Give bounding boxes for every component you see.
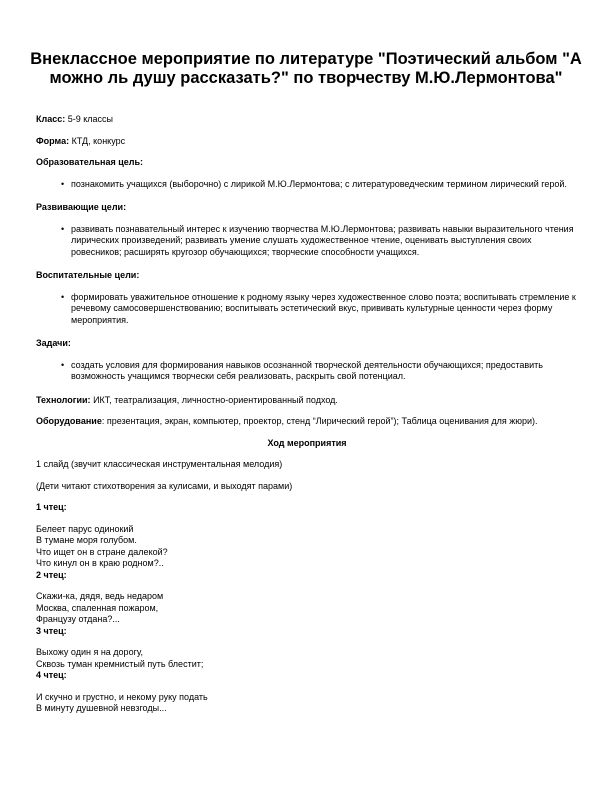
list-item <box>36 179 578 191</box>
list-item <box>36 224 578 259</box>
upbr-goals-heading: Воспитательные цели: <box>36 270 140 280</box>
reader-label: 4 чтец: <box>36 670 67 680</box>
poem-line: Что кинул он в краю родном?.. <box>36 558 164 568</box>
reader-block-3 <box>36 626 578 671</box>
form-line <box>36 136 578 148</box>
reader-block-1 <box>36 502 578 570</box>
reader-label: 1 чтец: <box>36 502 67 512</box>
bullet-icon: • <box>61 291 65 302</box>
class-label: Класс: <box>36 114 66 124</box>
poem-line: В минуту душевной невзгоды... <box>36 703 167 713</box>
reader-label: 2 чтец: <box>36 569 67 580</box>
equipment-value: : презентация, экран, компьютер, проектор, стенд “Лирический герой”); Таблица оценивания для жюри). <box>101 416 538 426</box>
edu-goal-heading: Образовательная цель: <box>36 157 143 167</box>
poem-line: И скучно и грустно, и некому руку подать <box>36 691 208 702</box>
poem-line: В тумане моря голубом. <box>36 535 137 545</box>
poem-line: Белеет парус одинокий <box>36 523 134 534</box>
list-item-text: создать условия для формирования навыков осознанной творческой деятельности обучающихся; предоставить возможность учащимся творчески себя реализовать, раскрыть свой потенциал. <box>71 359 543 381</box>
list-item <box>36 360 578 383</box>
poem-line: Выхожу один я на дорогу, <box>36 647 143 657</box>
reader-label: 3 чтец: <box>36 625 67 636</box>
class-value: 5-9 классы <box>65 114 114 124</box>
document-body <box>36 114 578 715</box>
document-title: Внеклассное мероприятие по литературе "Поэтический альбом "А можно ль душу рассказать?" по творчеству М.Ю.Лермонтова" <box>30 50 582 87</box>
equipment-label: Оборудование <box>36 416 102 426</box>
poem-line: Французу отдана?... <box>36 614 120 624</box>
bullet-icon: • <box>61 178 65 189</box>
tech-line <box>36 395 578 407</box>
reader-block-4 <box>36 670 578 715</box>
bullet-icon: • <box>61 359 65 370</box>
slide-note: 1 слайд (звучит классическая инструментальная мелодия) <box>36 459 283 469</box>
tech-value: ИКТ, театрализация, личностно-ориентированный подход. <box>90 394 338 405</box>
dev-goals-heading: Развивающие цели: <box>36 202 127 212</box>
poem-line: Скажи-ка, дядя, ведь недаром <box>36 591 164 601</box>
class-line <box>36 114 578 126</box>
list-item <box>36 292 578 327</box>
form-label: Форма: <box>36 135 70 146</box>
stage-note: (Дети читают стихотворения за кулисами, и выходят парами) <box>36 480 293 491</box>
upbr-goals-list <box>36 292 578 327</box>
tasks-list <box>36 360 578 383</box>
progress-heading: Ход мероприятия <box>267 437 347 448</box>
list-item-text: развивать познавательный интерес к изучению творчества М.Ю.Лермонтова; развивать навыки выразительного чтения лирических произведений; развивать умение слушать художественное чтение, оценивать выступления своих ровесников; расширять кругозор обучающихся; творческие способности учащихся. <box>71 223 574 257</box>
list-item-text: познакомить учащихся (выборочно) с лирикой М.Ю.Лермонтова; с литературоведческим термином лирический герой. <box>71 178 567 189</box>
tasks-heading: Задачи: <box>36 338 71 348</box>
tech-label: Технологии: <box>36 394 91 405</box>
poem-line: Москва, спаленная пожаром, <box>36 602 159 613</box>
poem-line: Сквозь туман кремнистый путь блестит; <box>36 658 204 669</box>
list-item-text: формировать уважительное отношение к родному языку через художественное слово поэта; воспитывать стремление к речевому самосовершенствованию; воспитывать эстетический вкус, прививать культурные ценности через форму мероприятия. <box>71 291 576 325</box>
dev-goals-list <box>36 224 578 259</box>
poem-line: Что ищет он в стране далекой? <box>36 546 168 557</box>
bullet-icon: • <box>61 223 65 234</box>
form-value: КТД, конкурс <box>69 135 126 146</box>
equipment-line <box>36 416 578 428</box>
edu-goal-list <box>36 179 578 191</box>
reader-block-2 <box>36 570 578 626</box>
